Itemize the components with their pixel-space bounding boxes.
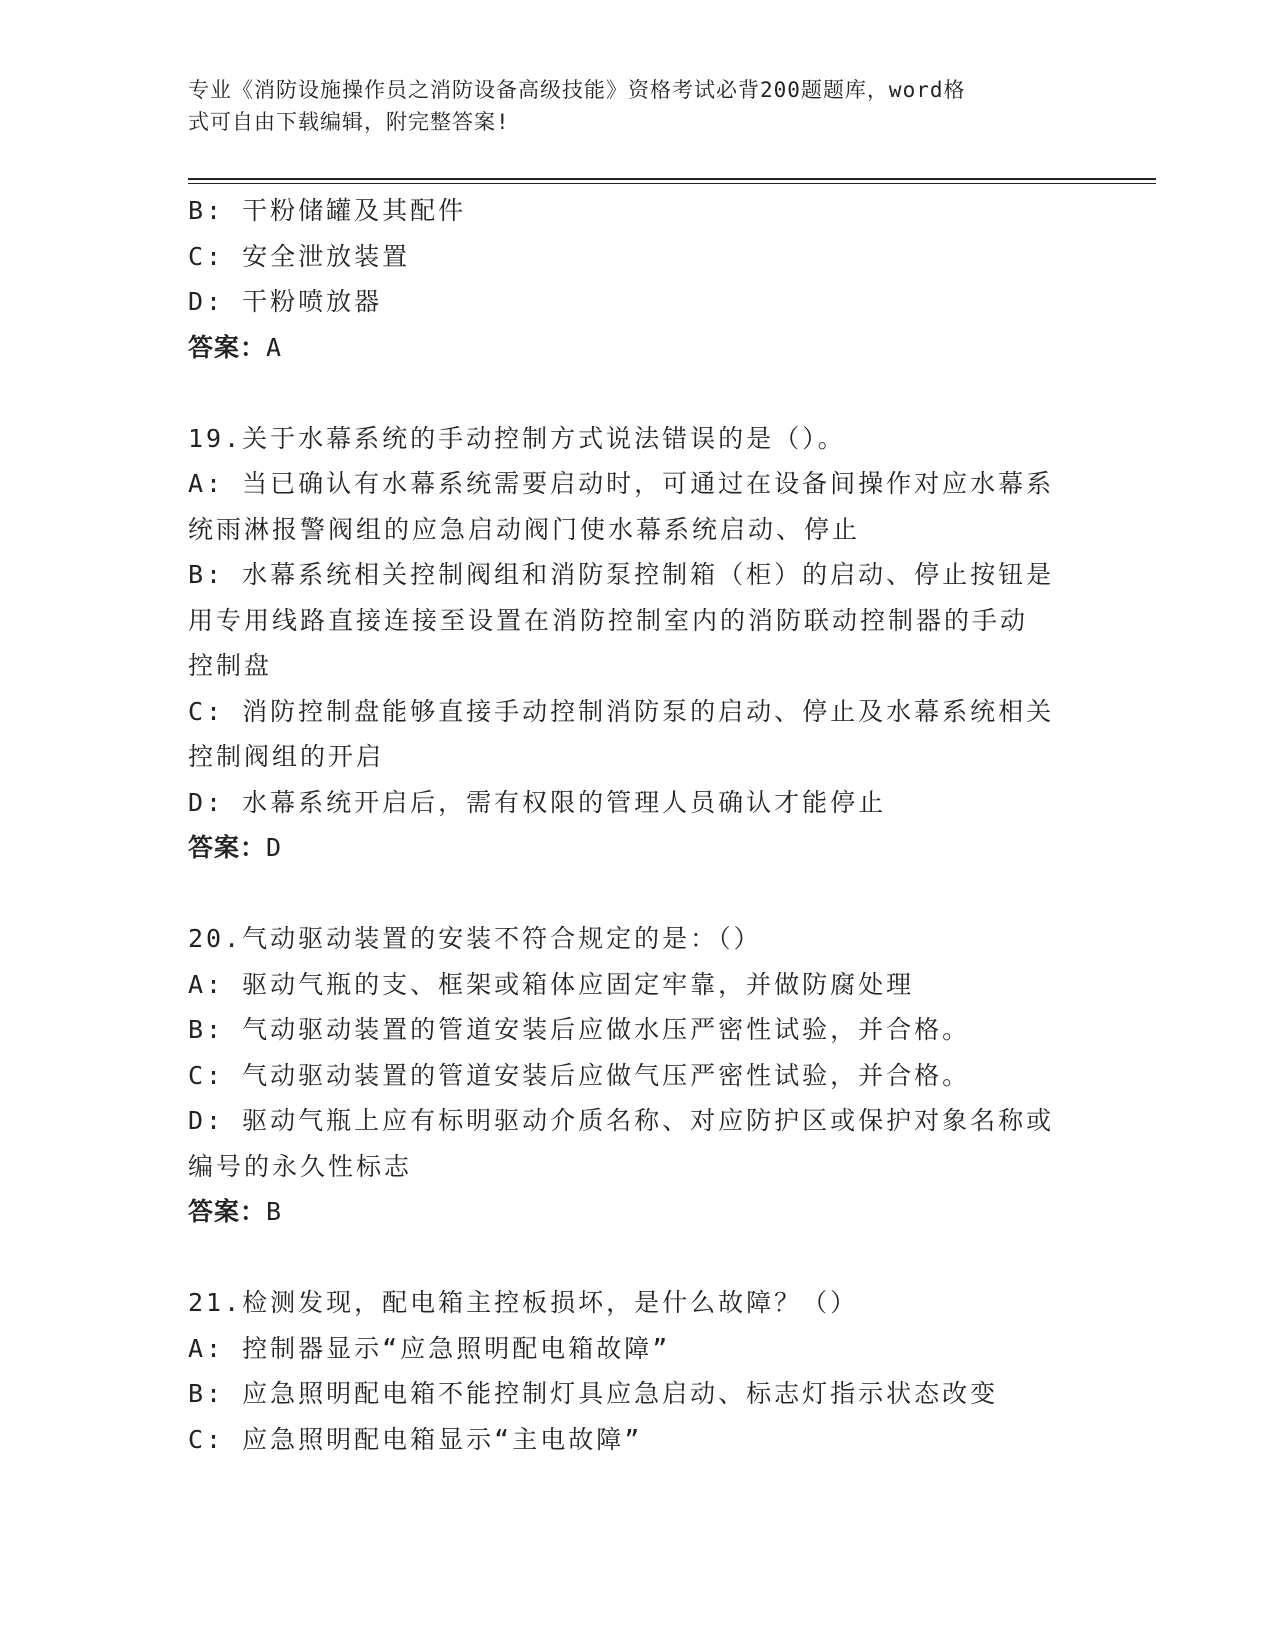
answer-value: B [266, 1197, 283, 1226]
option-b: B: 干粉储罐及其配件 [188, 196, 467, 225]
answer-label: 答案： [188, 1197, 267, 1226]
answer [188, 325, 1088, 371]
option-d: D: 干粉喷放器 [188, 287, 383, 316]
answer-value: D [266, 833, 283, 862]
question-21 [188, 1280, 1088, 1462]
option-a: A: 控制器显示“应急照明配电箱故障” [188, 1333, 671, 1363]
page-header [188, 74, 1068, 138]
answer-label: 答案： [188, 833, 267, 862]
option-c: C: 气动驱动装置的管道安装后应做气压严密性试验，并合格。 [188, 1060, 971, 1090]
option-b: B: 应急照明配电箱不能控制灯具应急启动、标志灯指示状态改变 [188, 1379, 999, 1408]
option-b-line-2: 用专用线路直接连接至设置在消防控制室内的消防联动控制器的手动 [188, 605, 1029, 635]
spacer [188, 871, 1088, 917]
header-line-1: 专业《消防设施操作员之消防设备高级技能》资格考试必背200题题库，word格 [188, 78, 966, 102]
question-list [188, 188, 1088, 1462]
option-d-line-2: 编号的永久性标志 [188, 1151, 413, 1181]
header-line-2: 式可自由下载编辑，附完整答案! [188, 110, 510, 134]
spacer [188, 370, 1088, 416]
option-c: C: 安全泄放装置 [188, 241, 411, 271]
option-b-line-3: 控制盘 [188, 651, 273, 680]
option-a-line-1: A: 当已确认有水幕系统需要启动时，可通过在设备间操作对应水幕系 [188, 469, 1055, 498]
spacer [188, 1235, 1088, 1281]
answer [188, 825, 1088, 871]
answer [188, 1189, 1088, 1235]
option-b: B: 气动驱动装置的管道安装后应做水压严密性试验，并合格。 [188, 1015, 971, 1044]
option-a: A: 驱动气瓶的支、框架或箱体应固定牢靠，并做防腐处理 [188, 969, 915, 999]
question-19 [188, 416, 1088, 871]
header-divider-thin [188, 183, 1156, 184]
option-d-line-1: D: 驱动气瓶上应有标明驱动介质名称、对应防护区或保护对象名称或 [188, 1106, 1055, 1135]
question-text: 21.检测发现，配电箱主控板损坏，是什么故障？（） [188, 1288, 859, 1317]
answer-label: 答案： [188, 332, 267, 362]
option-a-line-2: 统雨淋报警阀组的应急启动阀门使水幕系统启动、停止 [188, 514, 861, 544]
option-b-line-1: B: 水幕系统相关控制阀组和消防泵控制箱（柜）的启动、停止按钮是 [188, 560, 1055, 589]
header-divider-thick [188, 178, 1156, 180]
question-20 [188, 916, 1088, 1235]
option-c: C: 应急照明配电箱显示“主电故障” [188, 1424, 643, 1454]
question-text: 20.气动驱动装置的安装不符合规定的是：（） [188, 924, 762, 953]
answer-value: A [266, 332, 283, 362]
option-d: D: 水幕系统开启后，需有权限的管理人员确认才能停止 [188, 787, 887, 817]
question-18 [188, 188, 1088, 370]
question-text: 19.关于水幕系统的手动控制方式说法错误的是（）。 [188, 423, 846, 453]
option-c-line-2: 控制阀组的开启 [188, 742, 385, 771]
option-c-line-1: C: 消防控制盘能够直接手动控制消防泵的启动、停止及水幕系统相关 [188, 696, 1055, 726]
